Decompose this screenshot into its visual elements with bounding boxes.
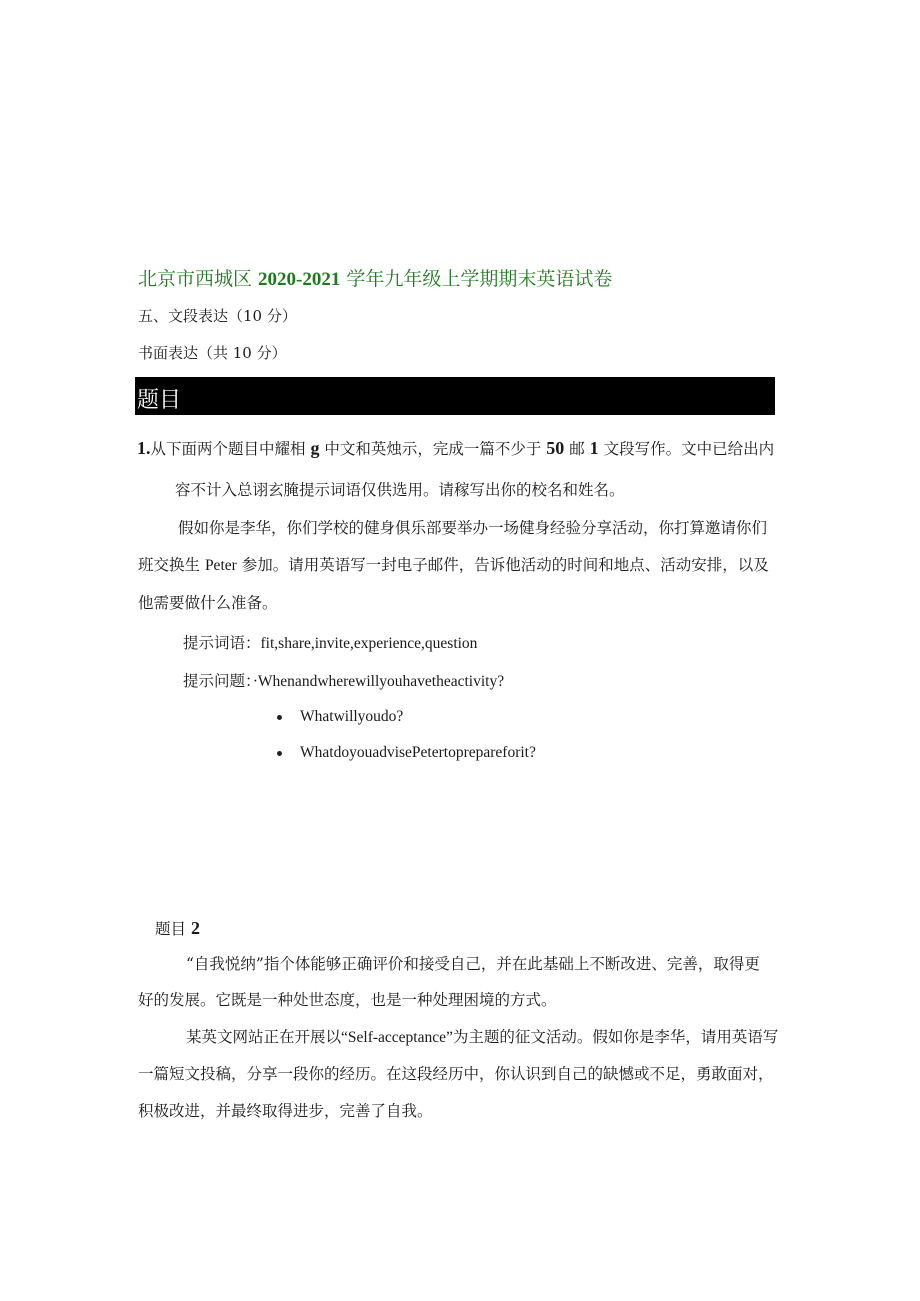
q1-line1: 1.从下面两个题目中耀相 g 中文和英烛示，完成一篇不少于 50 邮 1 文段写作。文中已给出内 [137,438,775,458]
q1-para1-line3: 他需要做什么准备。 [138,594,278,612]
q1-para1-line2: 班交换生 Peter 参加。请用英语写一封电子邮件，告诉他活动的时间和地点、活动安排，以及 [138,556,769,574]
topic-banner-label: 题目 [137,388,182,413]
q1-line2: 容不计入总诩玄腌提示词语仅供选用。请稼写出你的校名和姓名。 [175,481,625,499]
q2-p2-line1: 某英文网站正在开展以“Self-acceptance”为主题的征文活动。假如你是李华，请用英语写 [186,1028,779,1046]
hint-question-3: WhatdoyouadvisePetertoprepareforit? [300,744,536,761]
hint-questions: 提示问题：·Whenandwherewillyouhavetheactivity? [183,672,505,690]
hint-words: 提示词语：fit,share,invite,experience,question [183,634,478,652]
section-heading: 五、文段表达（10 分） [138,307,297,325]
hint-question-2: Whatwillyoudo? [300,708,404,725]
q2-p1-line1: “自我悦纳”指个体能够正确评价和接受自己，并在此基础上不断改进、完善，取得更 [186,955,760,973]
q2-p2-line2: 一篇短文投稿，分享一段你的经历。在这段经历中，你认识到自己的缺憾或不足，勇敢面对， [138,1065,774,1083]
q2-p1-line2: 好的发展。它既是一种处世态度，也是一种处理困境的方式。 [138,991,557,1009]
subsection-heading: 书面表达（共 10 分） [138,344,287,362]
bullet-icon [277,751,282,756]
topic-banner [135,377,775,415]
document-title: 北京市西城区 2020-2021 学年九年级上学期期末英语试卷 [138,268,613,290]
q2-p2-line3: 积极改进，并最终取得进步，完善了自我。 [138,1102,433,1120]
bullet-icon [277,715,282,720]
q1-para1-line1: 假如你是李华，你们学校的健身俱乐部要举办一场健身经验分享活动，你打算邀请你们 [178,519,768,537]
q2-heading: 题目 2 [155,918,200,938]
